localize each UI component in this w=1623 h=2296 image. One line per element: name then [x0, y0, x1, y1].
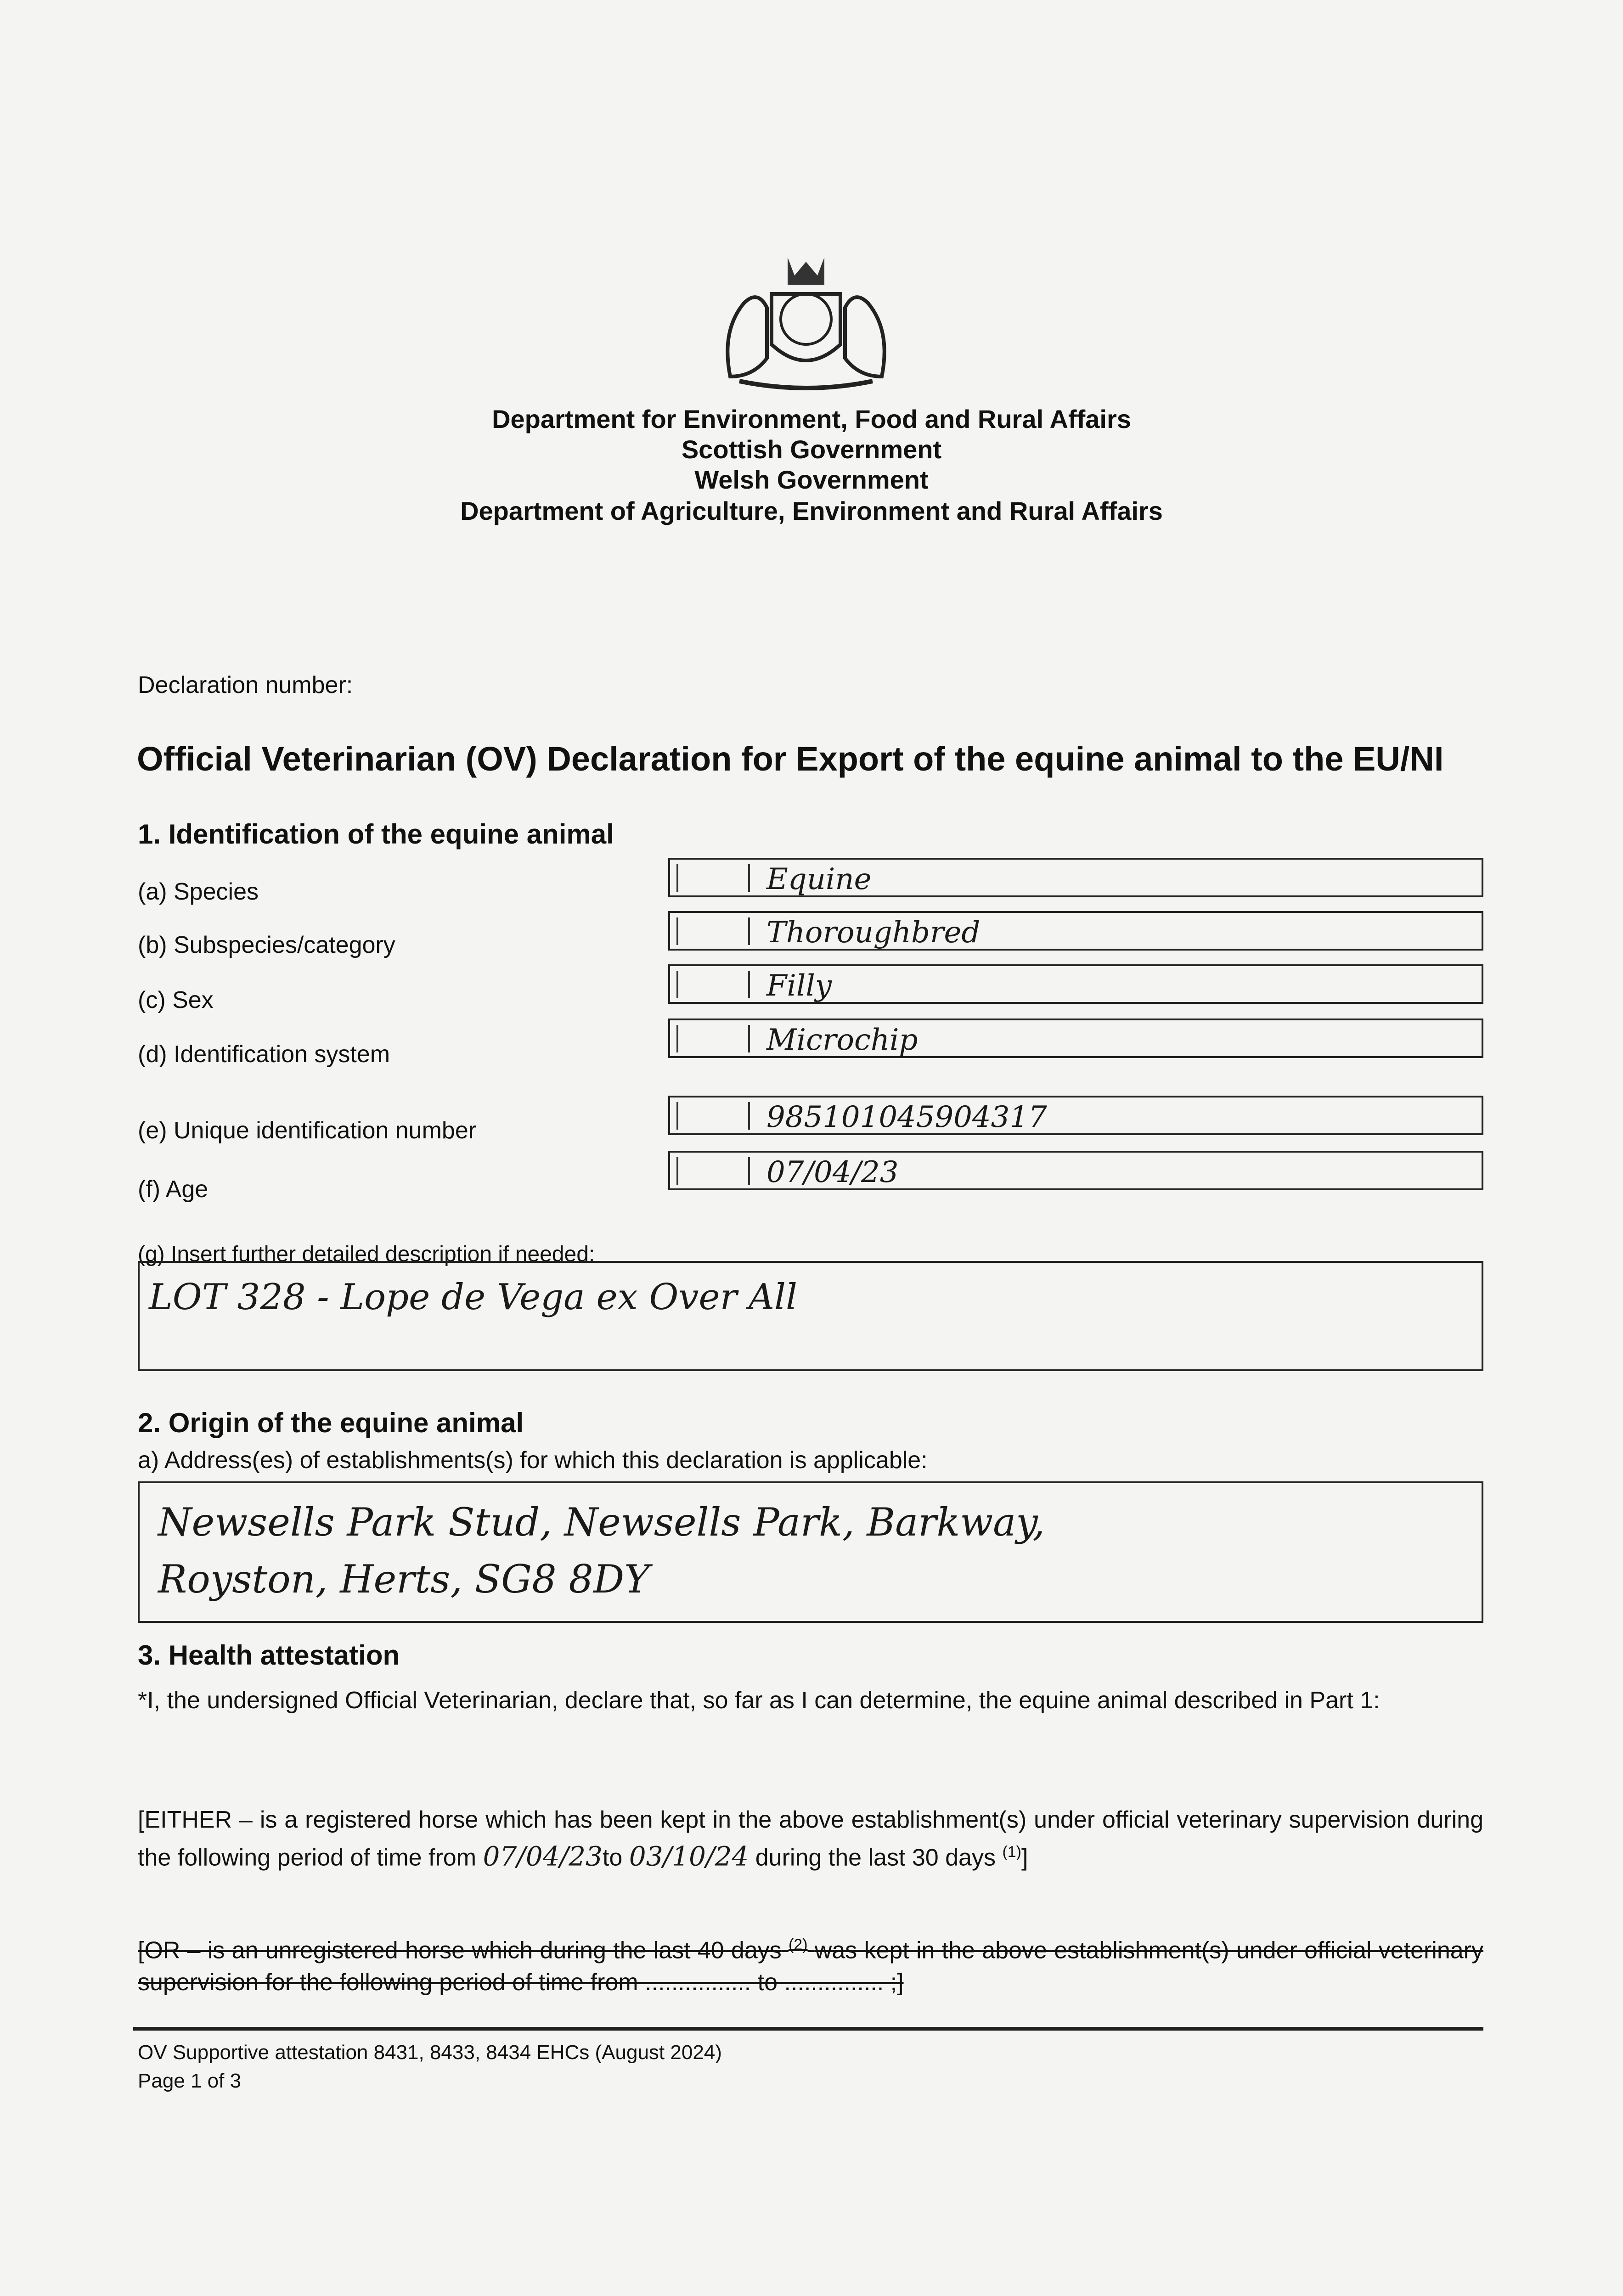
declaration-number-label: Declaration number:: [138, 672, 353, 698]
department-line-2: Scottish Government: [681, 435, 942, 464]
footer-divider: [133, 2027, 1483, 2031]
health-intro: *I, the undersigned Official Veterinarian, declare that, so far as I can determine, the equine animal described in Part 1:: [138, 1687, 1380, 1714]
sex-label: (c) Sex: [138, 987, 214, 1013]
subspecies-field[interactable]: [668, 911, 1483, 951]
or-footnote: (2): [788, 1936, 808, 1953]
address-label: a) Address(es) of establishments(s) for which this declaration is applicable:: [138, 1447, 928, 1474]
identification-system-value: Microchip: [766, 1023, 918, 1057]
section1-heading: 1. Identification of the equine animal: [138, 819, 614, 850]
department-line-3: Welsh Government: [694, 465, 929, 494]
sex-value: Filly: [766, 969, 832, 1003]
section3-heading: 3. Health attestation: [138, 1640, 400, 1671]
section2-heading: 2. Origin of the equine animal: [138, 1407, 524, 1438]
either-to-date[interactable]: 03/10/24: [629, 1840, 749, 1872]
subspecies-value: Thoroughbred: [766, 916, 981, 950]
further-description-label: (g) Insert further detailed description if needed:: [138, 1242, 595, 1266]
department-line-1: Department for Environment, Food and Rural Affairs: [492, 405, 1131, 433]
either-from-date[interactable]: 07/04/23: [483, 1840, 603, 1872]
or-text-1: [OR – is an unregistered horse which during the last 40 days: [138, 1937, 782, 1964]
species-field[interactable]: [668, 858, 1483, 897]
or-statement: [138, 1929, 1483, 1998]
unique-id-value: 985101045904317: [766, 1100, 1047, 1134]
species-label: (a) Species: [138, 878, 259, 905]
footer-line-1: OV Supportive attestation 8431, 8433, 8434 EHCs (August 2024): [138, 2041, 722, 2064]
sex-field[interactable]: [668, 964, 1483, 1004]
or-text-2: was kept in the above establishment(s) under official veterinary supervision for the following period of time from ................ to ............... ;]: [138, 1937, 1483, 1996]
identification-system-label: (d) Identification system: [138, 1041, 390, 1068]
either-to-word: to: [602, 1844, 623, 1871]
either-statement: [138, 1804, 1483, 1874]
either-text-2: during the last 30 days: [755, 1844, 996, 1871]
either-footnote: (1): [1002, 1843, 1021, 1861]
species-value: Equine: [766, 862, 872, 896]
royal-coat-of-arms: [703, 239, 909, 395]
further-description-value: LOT 328 - Lope de Vega ex Over All: [149, 1277, 797, 1318]
page-title: Official Veterinarian (OV) Declaration for Export of the equine animal to the EU/NI: [137, 740, 1444, 778]
address-line-2: Royston, Herts, SG8 8DY: [158, 1557, 650, 1602]
age-value: 07/04/23: [766, 1155, 899, 1189]
royal-coat-of-arms-icon: [703, 239, 909, 395]
subspecies-label: (b) Subspecies/category: [138, 932, 395, 958]
department-line-4: Department of Agriculture, Environment and Rural Affairs: [460, 496, 1163, 525]
either-close: ]: [1021, 1844, 1028, 1871]
unique-id-field[interactable]: [668, 1096, 1483, 1135]
unique-id-label: (e) Unique identification number: [138, 1117, 477, 1144]
address-line-1: Newsells Park Stud, Newsells Park, Barkway,: [158, 1500, 1045, 1545]
address-field[interactable]: [138, 1481, 1483, 1623]
age-field[interactable]: [668, 1151, 1483, 1190]
age-label: (f) Age: [138, 1176, 209, 1203]
footer-page-number: Page 1 of 3: [138, 2070, 242, 2092]
identification-system-field[interactable]: [668, 1019, 1483, 1058]
either-text-1: [EITHER – is a registered horse which has been kept in the above establishment(s) under official veterinary supervision during the following period of time from: [138, 1806, 1483, 1871]
further-description-field[interactable]: [138, 1261, 1483, 1371]
